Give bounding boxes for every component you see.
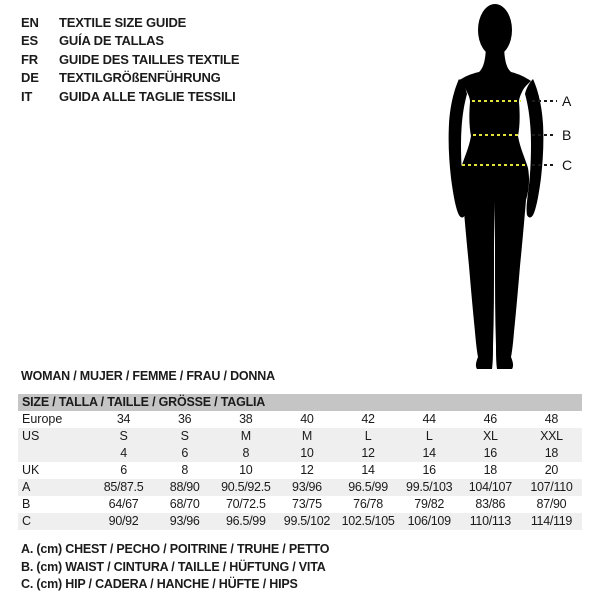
hip-leader-line bbox=[532, 164, 555, 166]
size-cell: 34 bbox=[116, 412, 131, 426]
language-title: TEXTILGRÖßENFÜHRUNG bbox=[59, 70, 221, 86]
language-code: IT bbox=[21, 88, 33, 104]
table-row bbox=[18, 479, 582, 496]
chest-leader-line bbox=[532, 100, 557, 102]
size-cell: 102.5/105 bbox=[341, 514, 395, 528]
size-cell: M bbox=[301, 429, 312, 443]
language-title: GUIDE DES TAILLES TEXTILE bbox=[59, 51, 240, 67]
size-cell: 93/96 bbox=[292, 480, 322, 494]
size-cell: 10 bbox=[300, 446, 314, 460]
size-table bbox=[18, 394, 582, 530]
table-row bbox=[18, 462, 582, 479]
size-table-header: SIZE / TALLA / TAILLE / GRÖSSE / TAGLIA bbox=[18, 394, 582, 411]
language-title: GUÍA DE TALLAS bbox=[59, 33, 164, 49]
row-label: UK bbox=[22, 463, 40, 477]
chest-measure-line bbox=[472, 100, 521, 102]
size-cell: 96.5/99 bbox=[348, 480, 388, 494]
size-cell: 99.5/103 bbox=[406, 480, 453, 494]
waist-leader-line bbox=[532, 134, 555, 136]
language-title: TEXTILE SIZE GUIDE bbox=[59, 15, 187, 30]
size-cell: 46 bbox=[483, 412, 497, 426]
row-label: US bbox=[22, 429, 40, 443]
size-cell: 42 bbox=[361, 412, 375, 426]
size-cell: 99.5/102 bbox=[283, 514, 331, 528]
marker-label-c: C bbox=[562, 157, 573, 173]
language-row-fr bbox=[21, 51, 239, 69]
legend-line-hip: C. (cm) HIP / CADERA / HANCHE / HÜFTE / HIPS bbox=[21, 577, 298, 591]
size-cell: S bbox=[180, 429, 189, 443]
language-row-es bbox=[21, 32, 239, 50]
language-code: FR bbox=[21, 51, 38, 67]
size-cell: M bbox=[240, 429, 251, 443]
size-cell: 12 bbox=[300, 463, 314, 477]
size-cell: XL bbox=[482, 429, 498, 443]
size-cell: 79/82 bbox=[414, 497, 445, 511]
size-cell: 110/113 bbox=[469, 514, 511, 528]
legend-line-chest: A. (cm) CHEST / PECHO / POITRINE / TRUHE / PETTO bbox=[21, 542, 330, 556]
size-cell: 104/107 bbox=[468, 480, 512, 494]
language-code: EN bbox=[21, 15, 39, 30]
table-row bbox=[18, 513, 582, 530]
size-cell: 107/110 bbox=[530, 480, 573, 494]
hip-measure-line bbox=[462, 164, 525, 166]
size-cell: 64/67 bbox=[108, 497, 139, 511]
size-cell: 85/87.5 bbox=[103, 480, 144, 494]
size-cell: 90/92 bbox=[108, 514, 139, 528]
woman-silhouette-image bbox=[425, 2, 567, 372]
marker-label-b: B bbox=[562, 127, 572, 143]
size-cell: 36 bbox=[178, 412, 192, 426]
size-cell: 10 bbox=[239, 463, 253, 477]
waist-measure-line bbox=[473, 134, 519, 136]
size-cell: 76/78 bbox=[353, 497, 383, 511]
size-cell: 88/90 bbox=[169, 480, 200, 494]
table-row bbox=[18, 445, 582, 462]
size-cell: 12 bbox=[361, 446, 375, 460]
size-cell: 83/86 bbox=[475, 497, 506, 511]
size-cell: L bbox=[364, 429, 372, 443]
size-cell: 90.5/92.5 bbox=[221, 480, 271, 494]
size-cell: 40 bbox=[300, 412, 314, 426]
size-cell: 8 bbox=[181, 463, 189, 477]
size-cell: S bbox=[119, 429, 128, 443]
size-cell: 93/96 bbox=[169, 514, 200, 528]
size-cell: 73/75 bbox=[292, 497, 322, 511]
size-cell: 87/90 bbox=[536, 497, 567, 511]
legend-line-waist: B. (cm) WAIST / CINTURA / TAILLE / HÜFTUNG / VITA bbox=[21, 559, 326, 574]
size-cell: 38 bbox=[239, 412, 253, 426]
size-cell: 106/109 bbox=[407, 514, 451, 528]
row-label bbox=[18, 445, 93, 462]
size-table-body bbox=[18, 411, 582, 530]
size-cell: 4 bbox=[120, 446, 127, 460]
section-title: WOMAN / MUJER / FEMME / FRAU / DONNA bbox=[21, 369, 275, 383]
language-row-en bbox=[21, 14, 239, 32]
table-row bbox=[18, 428, 582, 445]
language-title: GUIDA ALLE TAGLIE TESSILI bbox=[59, 88, 236, 104]
language-row-de bbox=[21, 69, 239, 87]
size-cell: 14 bbox=[361, 463, 375, 477]
size-cell: 6 bbox=[181, 446, 189, 460]
size-cell: 44 bbox=[422, 412, 436, 426]
size-cell: 48 bbox=[544, 412, 559, 426]
measurement-legend bbox=[21, 541, 329, 594]
size-cell: L bbox=[425, 429, 433, 443]
row-label: Europe bbox=[22, 412, 63, 426]
size-cell: 6 bbox=[120, 463, 127, 477]
row-label: A bbox=[22, 480, 31, 494]
size-cell: 96.5/99 bbox=[226, 514, 266, 528]
size-cell: XXL bbox=[540, 429, 563, 443]
table-row bbox=[18, 411, 582, 428]
size-cell: 16 bbox=[483, 446, 497, 460]
size-cell: 18 bbox=[483, 463, 497, 477]
size-cell: 8 bbox=[242, 446, 250, 460]
language-row-it bbox=[21, 88, 239, 106]
size-cell: 114/119 bbox=[530, 514, 573, 528]
size-cell: 68/70 bbox=[169, 497, 200, 511]
language-code: DE bbox=[21, 70, 39, 86]
size-cell: 16 bbox=[422, 463, 436, 477]
table-row bbox=[18, 496, 582, 513]
size-cell: 20 bbox=[544, 463, 559, 477]
size-cell: 18 bbox=[544, 446, 559, 460]
size-cell: 14 bbox=[422, 446, 436, 460]
row-label: C bbox=[22, 514, 32, 528]
language-code: ES bbox=[21, 33, 38, 49]
row-label: B bbox=[22, 497, 31, 511]
marker-label-a: A bbox=[562, 93, 572, 109]
language-list bbox=[21, 14, 239, 106]
size-cell: 70/72.5 bbox=[226, 497, 266, 511]
